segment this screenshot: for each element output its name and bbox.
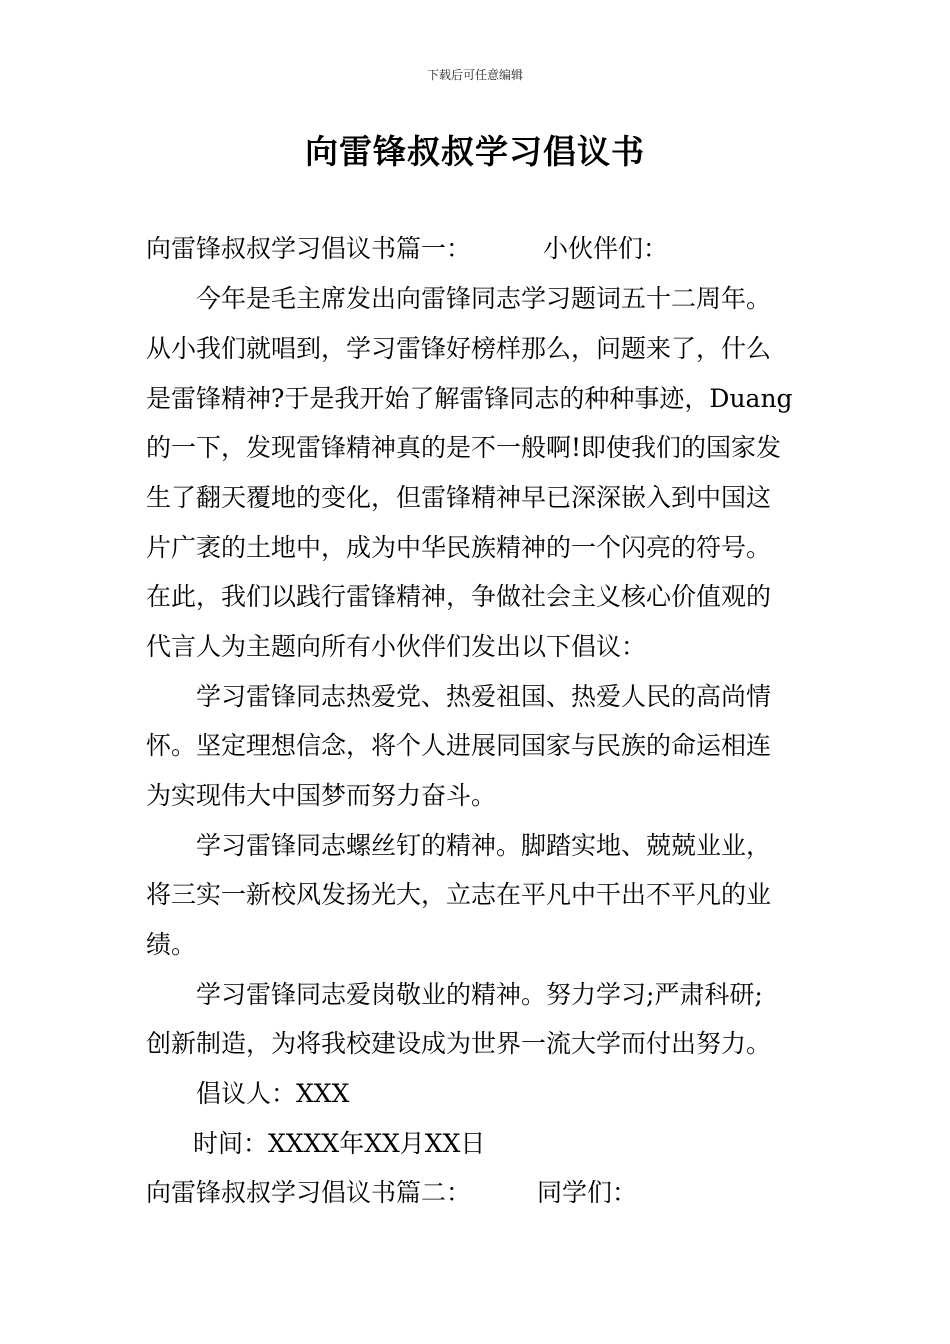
paragraph-line: 将三实一新校风发扬光大，立志在平凡中干出不平凡的业 <box>146 880 772 909</box>
section-heading-2 <box>146 1178 816 1208</box>
header-note: 下载后可任意编辑 <box>426 68 523 82</box>
paragraph-line: 是雷锋精神?于是我开始了解雷锋同志的种种事迹，Duang <box>146 384 793 413</box>
paragraph-line: 为实现伟大中国梦而努力奋斗。 <box>146 781 497 810</box>
section-heading-2-text: 向雷锋叔叔学习倡议书篇二： <box>146 1178 472 1207</box>
paragraph-line: 片广袤的土地中，成为中华民族精神的一个闪亮的符号。 <box>146 533 772 562</box>
paragraph-line: 学习雷锋同志爱岗敬业的精神。努力学习;严肃科研; <box>196 980 763 1009</box>
paragraph-line: 从小我们就唱到，学习雷锋好榜样那么，问题来了，什么 <box>146 334 772 363</box>
section-heading-1-text: 向雷锋叔叔学习倡议书篇一： <box>146 234 472 263</box>
paragraph-line: 绩。 <box>146 930 197 959</box>
paragraph-line: 怀。坚定理想信念，将个人进展同国家与民族的命运相连 <box>146 731 772 760</box>
paragraph-line: 代言人为主题向所有小伙伴们发出以下倡议： <box>146 632 647 661</box>
date-line: 时间：XXXX年XX月XX日 <box>193 1129 486 1158</box>
paragraph-line: 创新制造，为将我校建设成为世界一流大学而付出努力。 <box>146 1029 772 1058</box>
paragraph-line: 学习雷锋同志热爱党、热爱祖国、热爱人民的高尚情 <box>196 682 772 711</box>
paragraph-line: 的一下，发现雷锋精神真的是不一般啊!即使我们的国家发 <box>146 433 782 462</box>
paragraph-line: 在此，我们以践行雷锋精神，争做社会主义核心价值观的 <box>146 582 772 611</box>
section-heading-1 <box>146 234 816 264</box>
salutation-2: 同学们： <box>537 1178 638 1207</box>
paragraph-line: 生了翻天覆地的变化，但雷锋精神早已深深嵌入到中国这 <box>146 483 772 512</box>
document-title: 向雷锋叔叔学习倡议书 <box>305 132 645 171</box>
salutation-1: 小伙伴们： <box>543 234 669 263</box>
proposer-line: 倡议人：XXX <box>196 1079 350 1108</box>
paragraph-line: 学习雷锋同志螺丝钉的精神。脚踏实地、兢兢业业， <box>196 831 772 860</box>
paragraph-line: 今年是毛主席发出向雷锋同志学习题词五十二周年。 <box>196 284 772 313</box>
